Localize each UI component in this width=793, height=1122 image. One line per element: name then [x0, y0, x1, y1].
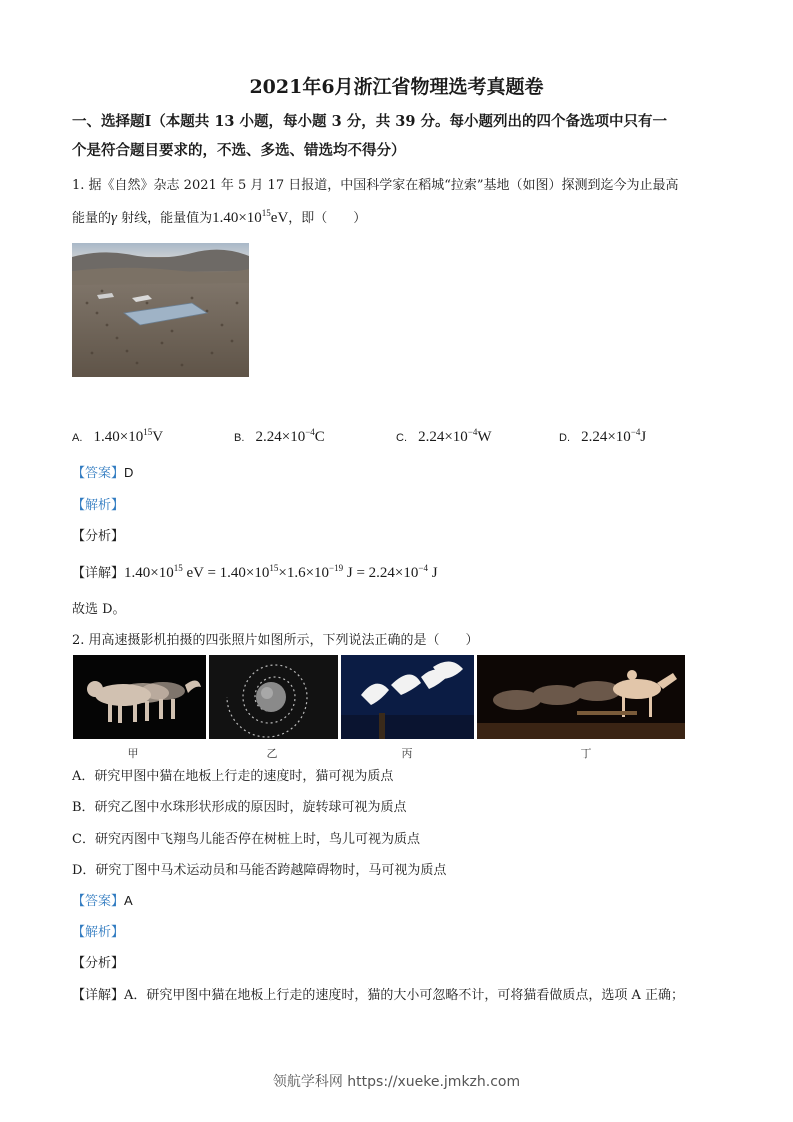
footer-watermark: 领航学科网 https://xueke.jmkzh.com — [272, 1074, 521, 1090]
q1-conclusion: 故选 D。 — [72, 602, 126, 617]
q1-energy: $1.40\times 10^{15}eV$ — [212, 208, 289, 226]
q2-fenxi-label: 【分析】 — [72, 956, 125, 971]
q1-stem-line1: 1. 据《自然》杂志 2021 年 5 月 17 日报道，中国科学家在稻城“拉索”基地（如图）探测到迄今为止最高 — [72, 178, 679, 193]
q1-analysis-label: 【解析】 — [72, 498, 125, 513]
q2-stem: 2. 用高速摄影机拍摄的四张照片如图所示，下列说法正确的是（ ） — [72, 633, 479, 648]
caption-bing: 丙 — [401, 747, 413, 760]
q1-option-c[interactable]: C. $2.24\times 10^{-4}W$ — [396, 427, 492, 445]
gamma-symbol: γ — [111, 210, 117, 226]
q1-stem-line2 — [72, 207, 366, 227]
q2-option-b[interactable]: B．研究乙图中水珠形状形成的原因时，旋转球可视为质点 — [72, 800, 407, 815]
section-header-line2: 个是符合题目要求的，不选、多选、错选均不得分） — [72, 142, 406, 159]
caption-ding: 丁 — [580, 747, 592, 760]
photo-jia-cat — [73, 655, 206, 739]
q2-analysis-label: 【解析】 — [72, 925, 125, 940]
page-title: 2021年6月浙江省物理选考真题卷 — [249, 76, 544, 98]
q1-option-d[interactable]: D. $2.24\times 10^{-4}J$ — [559, 427, 647, 445]
q2-option-d[interactable]: D．研究丁图中马术运动员和马能否跨越障碍物时，马可视为质点 — [72, 863, 447, 878]
q1-fenxi-label: 【分析】 — [72, 529, 125, 544]
q2-answer: 【答案】A — [72, 893, 133, 909]
q1-answer: 【答案】D — [72, 465, 134, 481]
q1-detail: 【详解】$1.40\times 10^{15}$ eV = $1.40\times 10^{15}\times 1.6\times 10^{-19}$ $J = 2.24\times 10^{-4}$ J — [72, 563, 438, 581]
lhaaso-base-photo — [72, 243, 249, 377]
q1-option-a[interactable]: A. $1.40\times 10^{15}V$ — [72, 427, 164, 445]
caption-jia: 甲 — [127, 747, 139, 760]
q2-detail: 【详解】A．研究甲图中猫在地板上行走的速度时，猫的大小可忽略不计，可将猫看做质点，选项 A 正确； — [72, 988, 685, 1003]
q1-option-b[interactable]: B. $2.24\times 10^{-4}C$ — [234, 427, 325, 445]
q2-option-c[interactable]: C．研究丙图中飞翔鸟儿能否停在树桩上时，鸟儿可视为质点 — [72, 832, 420, 847]
caption-yi: 乙 — [266, 747, 278, 760]
q1-stem-mid: 射线，能量值为 — [116, 211, 213, 226]
q1-stem-suffix: ，即（ ） — [288, 211, 367, 226]
photo-bing-bird — [341, 655, 474, 739]
q1-stem-prefix: 能量的 — [72, 211, 112, 226]
photo-yi-spinning-ball — [209, 655, 338, 739]
section-header-line1: 一、选择题Ⅰ（本题共 13 小题，每小题 3 分，共 39 分。每小题列出的四个备选项中只有一 — [72, 113, 668, 130]
photo-ding-horse — [477, 655, 685, 739]
q2-option-a[interactable]: A．研究甲图中猫在地板上行走的速度时，猫可视为质点 — [72, 769, 394, 784]
